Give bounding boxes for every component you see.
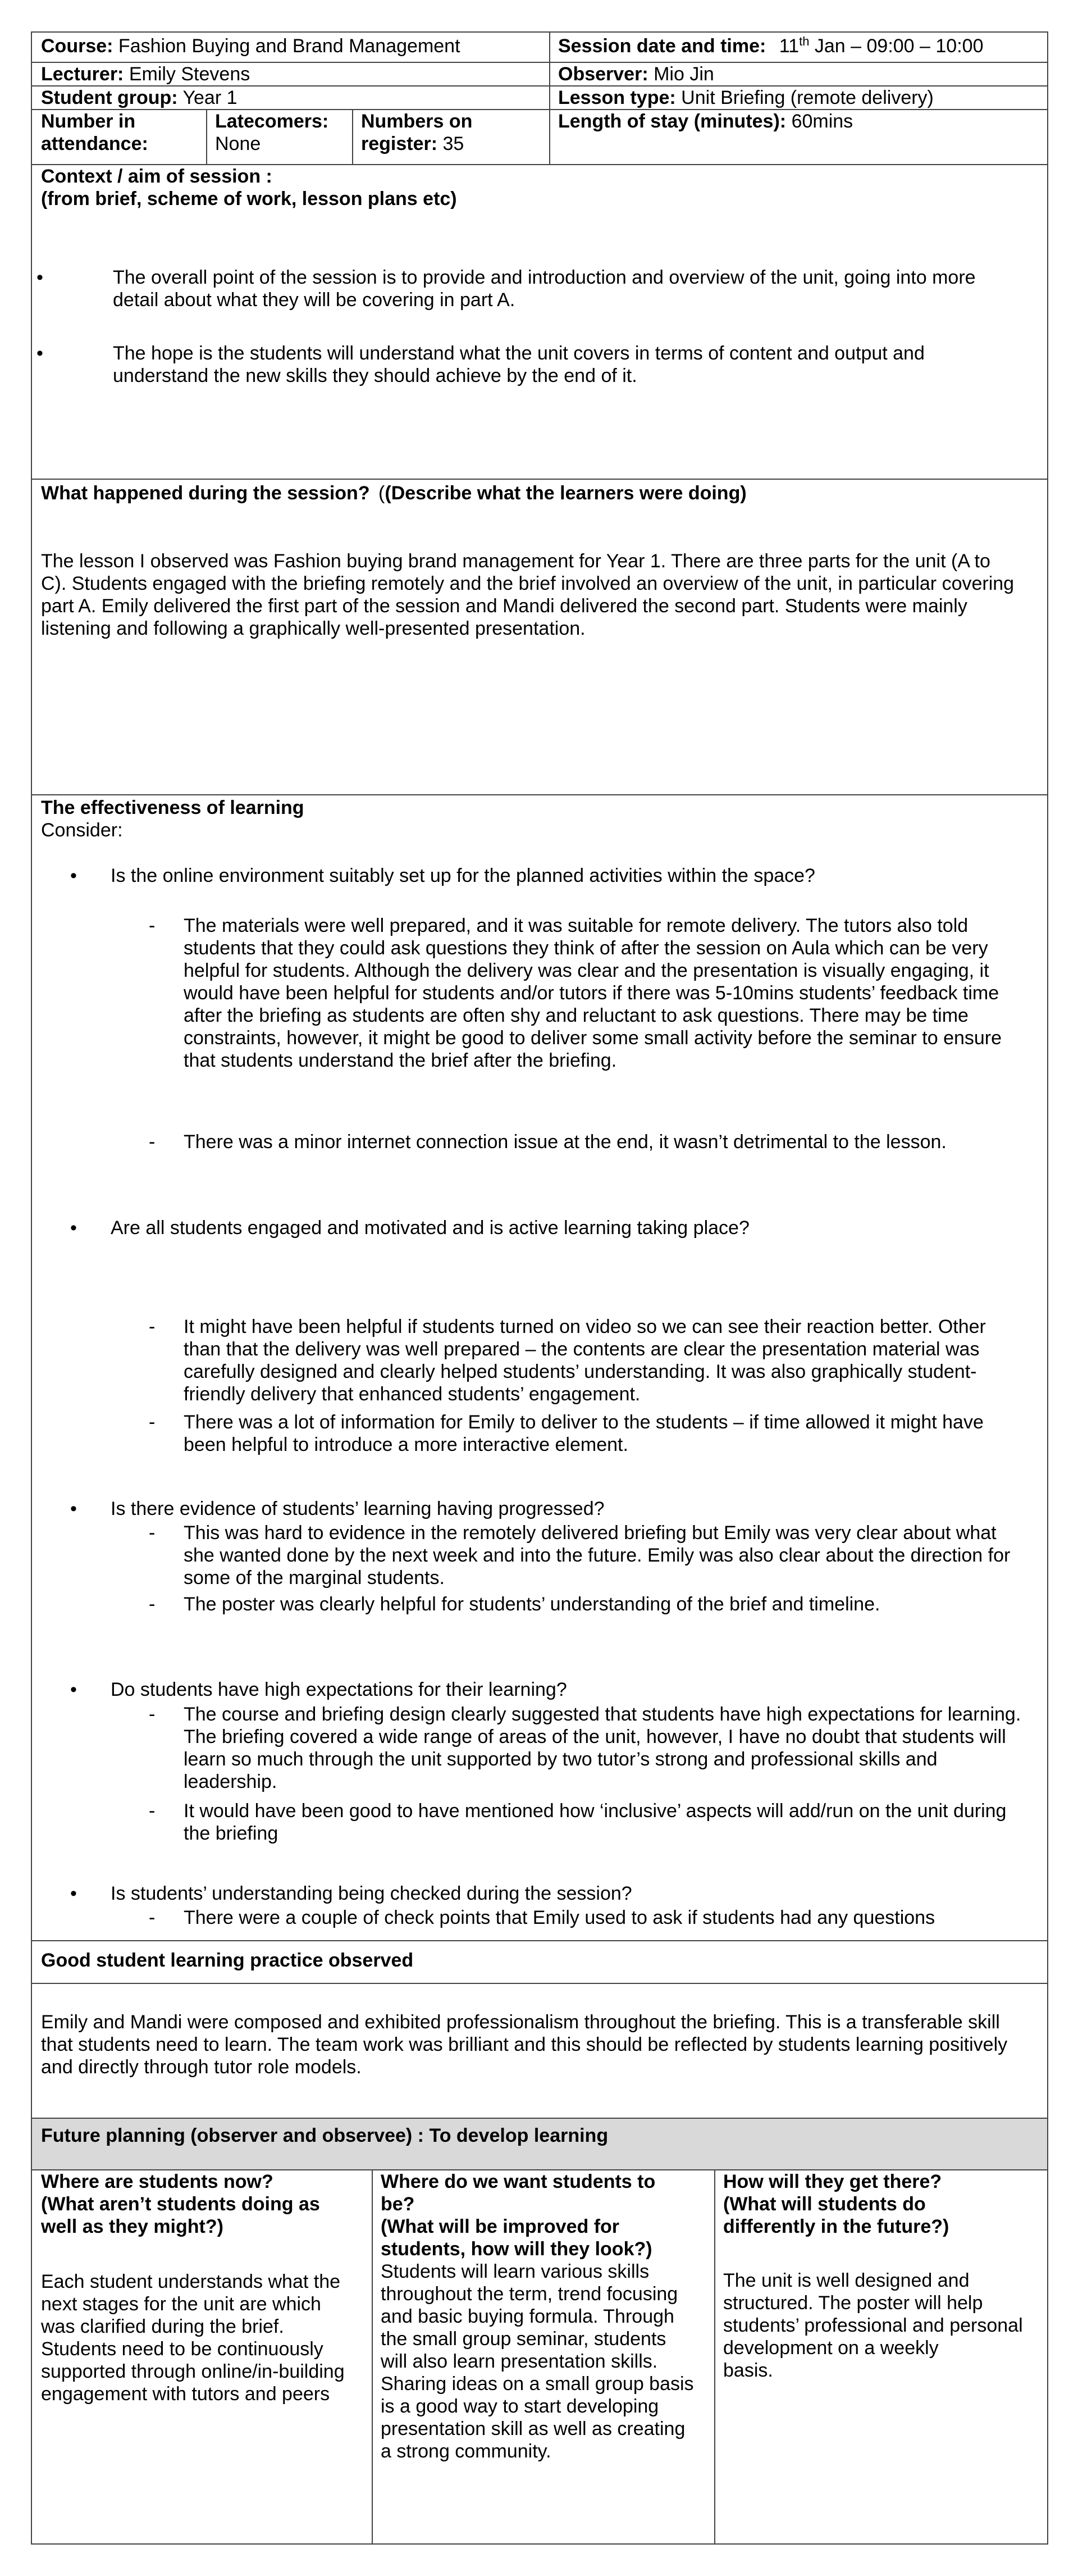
happened-line-3: part A. Emily delivered the first part of the session and Mandi delivered the second part. Students were mainly [41,595,967,617]
column-how-line: development on a weekly [723,2337,939,2359]
column-how-line: The unit is well designed and [723,2270,970,2291]
future-planning-columns [32,2170,1047,2543]
column-want-line: throughout the term, trend focusing [381,2283,678,2305]
q3-detail-1 [149,1522,1011,1589]
happened-title-paren: ((Describe what the learners were doing) [378,483,747,504]
column-want [372,2170,714,2543]
q1-d1-line: The materials were well prepared, and it was suitable for remote delivery. The tutors also told [184,915,969,936]
session-cell [549,33,1047,62]
session-label: Session date and time: [558,35,766,57]
bullet-icon [36,342,53,365]
column-want-heading: (What will be improved for [381,2216,620,2237]
q2-d1-line: friendly delivery that enhanced students’ engagement. [184,1383,641,1405]
column-want-heading: students, how will they look?) [381,2238,652,2260]
q2-d1-line: than that the delivery was well prepared – the contents are clear the presentation material was [184,1339,980,1360]
column-now-line: engagement with tutors and peers [41,2383,330,2405]
column-want-line: Sharing ideas on a small group basis [381,2373,694,2395]
lecturer-value: Emily Stevens [129,63,250,85]
lecturer-cell [32,63,549,85]
question-1-text: Is the online environment suitably set up for the planned activities within the space? [111,865,815,886]
context-title-line-1: Context / aim of session : [41,166,272,187]
q1-d1-line: that students understand the brief after the briefing. [184,1050,617,1071]
session-day-suffix: th [799,34,810,48]
bullet-icon [36,266,53,289]
bullet-icon [70,864,87,887]
q4-d2-line: the briefing [184,1823,278,1844]
column-want-line: will also learn presentation skills. [381,2351,658,2372]
good-practice-text [41,2011,1007,2078]
bullet-icon [70,1882,87,1905]
question-3 [111,1498,605,1520]
register-label-1: Numbers on [361,111,473,132]
question-2 [111,1217,750,1239]
question-5-text: Is students’ understanding being checked during the session? [111,1883,632,1904]
q4-d1-line: The course and briefing design clearly suggested that students have high expectations for learning. [184,1704,1021,1725]
effectiveness-title [41,797,304,841]
lesson-type-cell [549,87,1047,109]
future-planning-title-row [32,2119,1047,2170]
dash-icon: - [149,1522,156,1544]
dash-icon: - [149,915,156,936]
lecturer-label: Lecturer: [41,63,124,85]
column-how [714,2170,1047,2543]
question-5 [111,1882,632,1905]
column-now-body [41,2270,363,2405]
column-how-heading: differently in the future?) [723,2216,949,2237]
column-want-heading: be? [381,2193,415,2215]
effectiveness-section [32,795,1047,1941]
dash-icon: - [149,1907,156,1928]
header-row-course [32,33,1047,63]
q4-d1-line: leadership. [184,1771,277,1792]
latecomers-cell [206,110,352,164]
question-3-text: Is there evidence of students’ learning having progressed? [111,1498,605,1519]
q3-d1-line: This was hard to evidence in the remotely delivered briefing but Emily was very clear about what [184,1522,997,1544]
column-how-heading: How will they get there? [723,2171,942,2192]
q2-d1-line: carefully designed and clearly helped students’ understanding. It was also graphically student- [184,1361,977,1382]
course-value: Fashion Buying and Brand Management [118,35,460,57]
dash-icon: - [149,1316,156,1337]
column-now-line: Each student understands what the [41,2271,341,2292]
q4-detail-1 [149,1703,1021,1793]
dash-icon: - [149,1412,156,1433]
good-practice-line: that students need to learn. The team work was brilliant and this should be reflected by students learning positively [41,2034,1008,2055]
session-day: 11 [779,35,800,57]
q1-d1-line: students that they could ask questions they think of after the session on Aula which can be very [184,937,988,959]
happened-line-4: listening and following a graphically well-presented presentation. [41,618,586,639]
context-bullet-1-line-2: detail about what they will be covering in part A. [113,289,515,311]
good-practice-title: Good student learning practice observed [41,1950,414,1971]
column-want-body [381,2260,705,2463]
happened-line-1: The lesson I observed was Fashion buying brand management for Year 1. There are three parts for the unit (A to [41,550,990,572]
group-label: Student group: [41,87,178,108]
q2-detail-1 [149,1316,986,1405]
question-1 [111,864,815,887]
attendance-label-2: attendance: [41,133,148,154]
q1-d2-line: There was a minor internet connection issue at the end, it wasn’t detrimental to the lesson. [184,1131,947,1153]
good-practice-line: Emily and Mandi were composed and exhibited professionalism throughout the briefing. This is a transferable skill [41,2011,1000,2033]
column-want-line: Students will learn various skills [381,2261,650,2282]
latecomers-label: Latecomers: [215,111,329,132]
column-how-line: students’ professional and personal [723,2315,1023,2336]
context-bullet-1-line-1: The overall point of the session is to provide and introduction and overview of the unit, going into more [113,267,976,288]
column-want-line: and basic buying formula. Through [381,2306,674,2327]
attendance-cell [32,110,206,164]
context-bullet-2 [80,342,925,387]
context-bullet-1 [80,266,976,311]
column-now-line: supported through online/in-building [41,2361,345,2382]
register-label-2: register: [361,133,438,154]
effectiveness-title-text: The effectiveness of learning [41,797,304,818]
dash-icon: - [149,1131,156,1153]
stay-label: Length of stay (minutes): [558,111,787,132]
effectiveness-consider: Consider: [41,820,123,841]
bullet-icon [70,1678,87,1701]
happened-title [41,482,747,504]
observation-form [31,31,1048,2545]
session-time: Jan – 09:00 – 10:00 [814,35,984,57]
q2-detail-2 [149,1411,984,1456]
good-practice-line: and directly through tutor role models. [41,2056,362,2078]
dash-icon: - [149,1704,156,1725]
bullet-icon [70,1217,87,1239]
course-label: Course: [41,35,113,57]
column-how-line: basis. [723,2360,773,2381]
q1-d1-line: would have been helpful for students and/or tutors if there was 5-10mins students’ feedback time [184,982,999,1004]
q2-d1-line: It might have been helpful if students turned on video so we can see their reaction better. Other [184,1316,986,1337]
column-want-line: a strong community. [381,2441,551,2462]
course-cell [32,33,549,62]
attendance-label-1: Number in [41,111,136,132]
q4-d1-line: The briefing covered a wide range of areas of the unit, however, I have no doubt that students will [184,1726,1006,1747]
observer-cell [549,63,1047,85]
observer-value: Mio Jin [654,63,714,85]
q1-d1-line: helpful for students. Although the delivery was clear and the presentation is visually engaging, it [184,960,989,981]
q4-detail-2 [149,1800,1007,1845]
column-want-line: is a good way to start developing [381,2396,659,2417]
happened-title-main: What happened during the session? [41,483,370,504]
register-value: 35 [442,133,464,154]
good-practice-title-row [32,1941,1047,1984]
q3-detail-2 [149,1593,880,1615]
column-now [32,2170,372,2543]
happened-line-2: C). Students engaged with the briefing remotely and the brief involved an overview of the unit, in particular covering [41,573,1015,594]
q1-detail-2 [149,1131,947,1153]
q5-d1-line: There were a couple of check points that Emily used to ask if students had any questions [184,1907,935,1928]
happened-body [41,550,1014,640]
context-title-line-2: (from brief, scheme of work, lesson plans etc) [41,188,457,210]
column-how-heading: (What will students do [723,2193,926,2215]
q4-d1-line: learn so much through the unit supported by two tutor’s strong and professional skills and [184,1749,938,1770]
stay-value: 60mins [791,111,853,132]
column-now-line: Students need to be continuously [41,2338,323,2360]
header-row-lecturer [32,63,1047,87]
stay-cell [549,110,1047,164]
future-planning-title: Future planning (observer and observee) : To develop learning [41,2125,609,2146]
column-want-heading: Where do we want students to [381,2171,656,2192]
q1-d1-line: after the briefing as students are often shy and reluctant to ask questions. There may be time [184,1005,969,1026]
column-how-body [723,2269,1038,2382]
context-bullet-2-line-1: The hope is the students will understand what the unit covers in terms of content and output and [113,343,925,364]
q3-d2-line: The poster was clearly helpful for students’ understanding of the brief and timeline. [184,1594,880,1615]
column-how-line: structured. The poster will help [723,2292,983,2314]
column-now-line: next stages for the unit are which [41,2293,321,2315]
column-want-line: presentation skill as well as creating [381,2418,686,2440]
context-bullet-2-line-2: understand the new skills they should achieve by the end of it. [113,365,637,386]
column-now-heading: Where are students now? [41,2171,273,2192]
good-practice-body [32,1984,1047,2119]
q1-d1-line: constraints, however, it might be good to deliver some small activity before the seminar to ensure [184,1027,1002,1049]
context-title [41,165,457,210]
q3-d1-line: some of the marginal students. [184,1567,445,1589]
question-4 [111,1678,567,1701]
bullet-icon [70,1498,87,1520]
q2-d2-line: been helpful to introduce a more interactive element. [184,1434,628,1455]
lesson-type-value: Unit Briefing (remote delivery) [681,87,934,108]
happened-section [32,480,1047,795]
context-section [32,165,1047,480]
happened-title-extra: (Describe what the learners were doing) [385,483,747,504]
q1-detail-1 [149,914,1002,1072]
q5-detail-1 [149,1906,935,1929]
lesson-type-label: Lesson type: [558,87,676,108]
question-4-text: Do students have high expectations for their learning? [111,1679,567,1700]
header-row-attendance [32,110,1047,165]
q3-d1-line: she wanted done by the next week and into the future. Emily was also clear about the direction for [184,1545,1011,1566]
dash-icon: - [149,1594,156,1615]
dash-icon: - [149,1800,156,1822]
q4-d2-line: It would have been good to have mentioned how ‘inclusive’ aspects will add/run on the unit during [184,1800,1007,1822]
q2-d2-line: There was a lot of information for Emily to deliver to the students – if time allowed it might have [184,1412,984,1433]
observer-label: Observer: [558,63,648,85]
column-now-heading: well as they might?) [41,2216,223,2237]
column-now-heading: (What aren’t students doing as [41,2193,320,2215]
group-value: Year 1 [182,87,237,108]
latecomers-value: None [215,133,261,154]
group-cell [32,87,549,109]
question-2-text: Are all students engaged and motivated and is active learning taking place? [111,1217,750,1239]
register-cell [352,110,549,164]
column-now-line: was clarified during the brief. [41,2316,284,2337]
column-want-line: the small group seminar, students [381,2328,666,2350]
header-row-group [32,87,1047,110]
